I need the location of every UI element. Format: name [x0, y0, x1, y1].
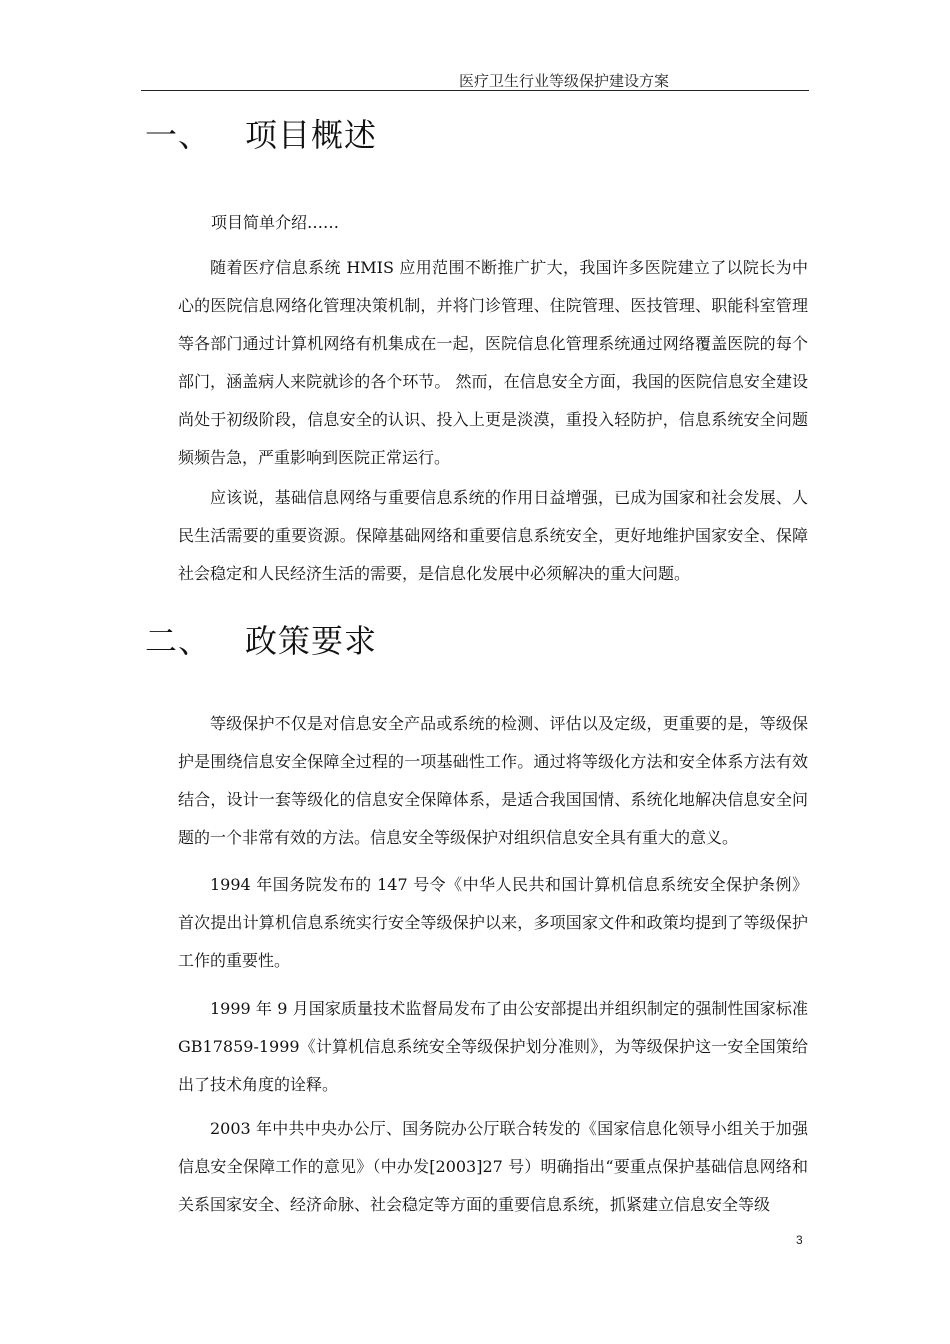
section-2-heading	[145, 616, 377, 662]
section-1-number: 一、	[145, 116, 212, 154]
section-2-number: 二、	[145, 622, 212, 660]
page-number: 3	[796, 1233, 803, 1247]
paragraph-2003-opinion: 2003 年中共中央办公厅、国务院办公厅联合转发的《国家信息化领导小组关于加强信息安全保障工作的意见》（中办发[2003]27 号）明确指出“要重点保护基础信息网络和关系国家安全、经济命脉、社会稳定等方面的重要信息系统，抓紧建立信息安全等级	[178, 1119, 808, 1214]
paragraph-hmis-overview: 随着医疗信息系统 HMIS 应用范围不断推广扩大，我国许多医院建立了以院长为中心的医院信息网络化管理决策机制，并将门诊管理、住院管理、医技管理、职能科室管理等各部门通过计算机网络有机集成在一起，医院信息化管理系统通过网络覆盖医院的每个部门，涵盖病人来院就诊的各个环节。 然而，在信息安全方面，我国的医院信息安全建设尚处于初级阶段，信息安全的认识、投入上更是淡漠，重投入轻防护，信息系统安全问题频频告急，严重影响到医院正常运行。	[178, 258, 808, 467]
paragraph-1994-regulation: 1994 年国务院发布的 147 号令《中华人民共和国计算机信息系统安全保护条例》首次提出计算机信息系统实行安全等级保护以来，多项国家文件和政策均提到了等级保护工作的重要性。	[178, 875, 808, 970]
header-title: 医疗卫生行业等级保护建设方案	[458, 72, 669, 90]
paragraph-1999-standard: 1999 年 9 月国家质量技术监督局发布了由公安部提出并组织制定的强制性国家标准 GB17859-1999《计算机信息系统安全等级保护划分准则》，为等级保护这一安全国策给出了技术角度的诠释。	[178, 999, 808, 1094]
paragraph-network-importance: 应该说，基础信息网络与重要信息系统的作用日益增强，已成为国家和社会发展、人民生活需要的重要资源。保障基础网络和重要信息系统安全，更好地维护国家安全、保障社会稳定和人民经济生活的需要，是信息化发展中必须解决的重大问题。	[178, 488, 808, 583]
section-2-title: 政策要求	[245, 622, 378, 660]
header-divider	[141, 90, 809, 91]
section-1-title: 项目概述	[245, 116, 378, 154]
paragraph-grade-protection: 等级保护不仅是对信息安全产品或系统的检测、评估以及定级，更重要的是，等级保护是围绕信息安全保障全过程的一项基础性工作。通过将等级化方法和安全体系方法有效结合，设计一套等级化的信息安全保障体系，是适合我国国情、系统化地解决信息安全问题的一个非常有效的方法。信息安全等级保护对组织信息安全具有重大的意义。	[178, 714, 808, 847]
section-1-heading	[145, 110, 377, 156]
intro-label: 项目简单介绍……	[211, 213, 340, 232]
